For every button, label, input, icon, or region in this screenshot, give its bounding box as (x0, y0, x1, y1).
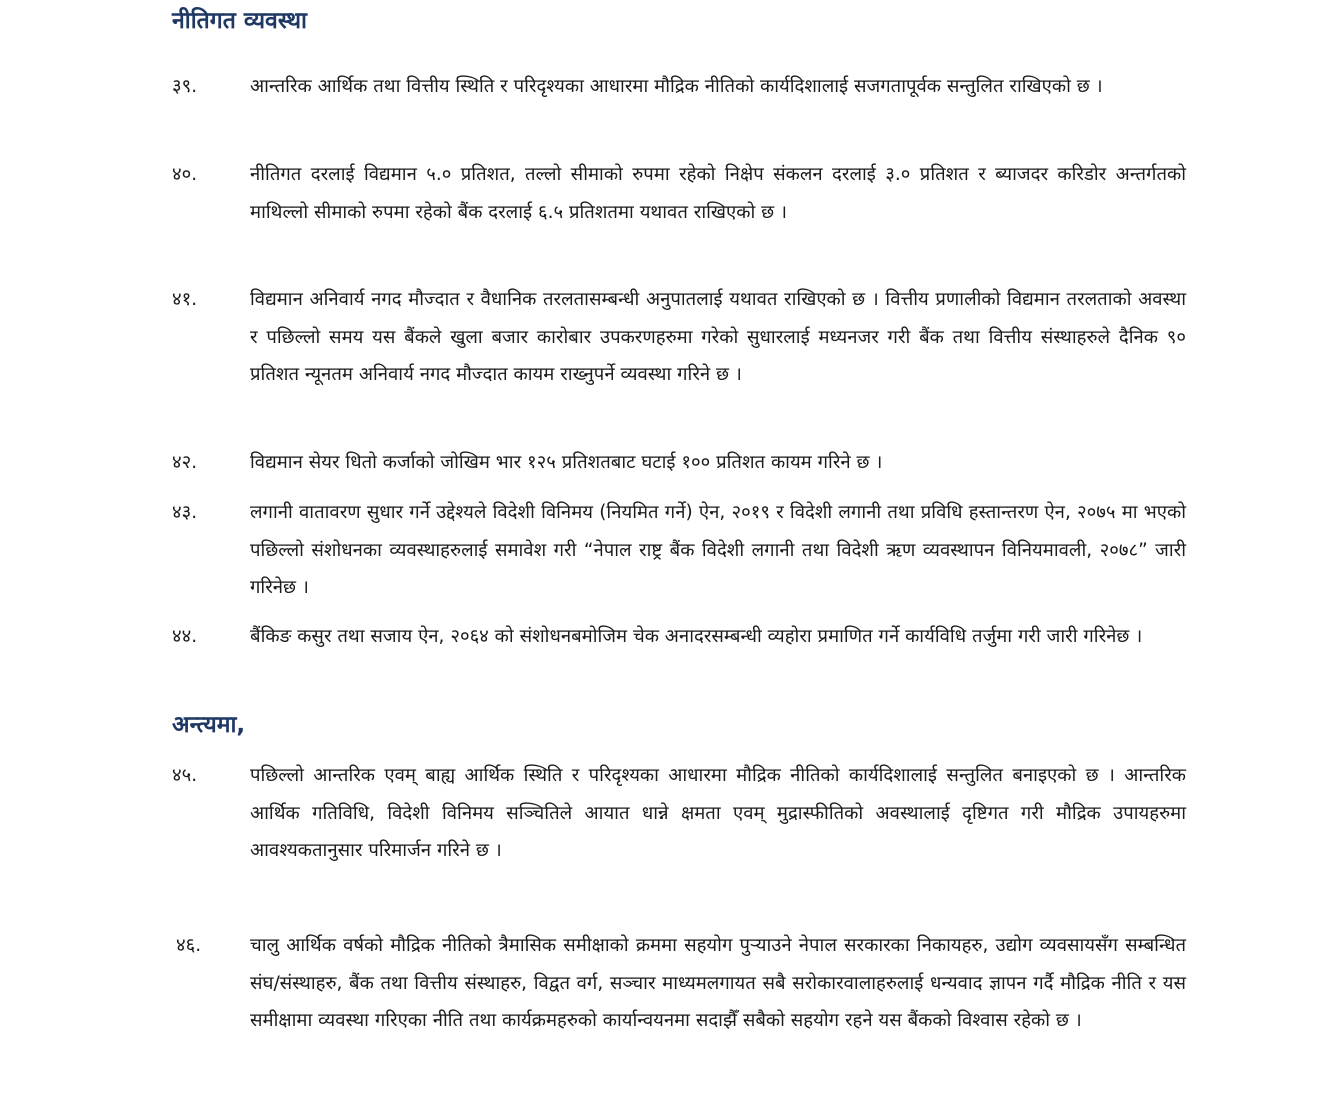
paragraph-number: ४५. (172, 765, 198, 786)
paragraph-text: चालु आर्थिक वर्षको मौद्रिक नीतिको त्रैमासिक समीक्षाको क्रममा सहयोग पुर्‍याउने नेपाल सरकारका निकायहरु, उद्योग व्यवसायसँग सम्बन्धित संघ/संस्थाहरु, बैंक तथा वित्तीय संस्थाहरु, विद्वत वर्ग, सञ्चार माध्यमलगायत सबै सरोकारवालाहरुलाई धन्यवाद ज्ञापन गर्दै मौद्रिक नीति र यस समीक्षामा व्यवस्था गरिएका नीति तथा कार्यक्रमहरुको कार्यान्वयनमा सदाझैँ सबैको सहयोग रहने यस बैंकको विश्वास रहेको छ । (250, 935, 1186, 1031)
paragraph-number: ४४. (172, 626, 198, 647)
paragraph-number: ४२. (172, 452, 198, 473)
paragraph-text: पछिल्लो आन्तरिक एवम् बाह्य आर्थिक स्थिति र परिदृश्यका आधारमा मौद्रिक नीतिको कार्यदिशालाई सन्तुलित बनाइएको छ । आन्तरिक आर्थिक गतिविधि, विदेशी विनिमय सञ्चितिले आयात धान्ने क्षमता एवम् मुद्रास्फीतिको अवस्थालाई दृष्टिगत गरी मौद्रिक उपायहरुमा आवश्यकतानुसार परिमार्जन गरिने छ । (250, 765, 1186, 861)
paragraph-number: ४६. (176, 935, 202, 956)
paragraph-number: ४३. (172, 502, 198, 523)
section-heading-conclusion: अन्त्यमा, (172, 712, 246, 738)
paragraph-text: विद्यमान अनिवार्य नगद मौज्दात र वैधानिक तरलतासम्बन्धी अनुपातलाई यथावत राखिएको छ । वित्तीय प्रणालीको विद्यमान तरलताको अवस्था र पछिल्लो समय यस बैंकले खुला बजार कारोबार उपकरणहरुमा गरेको सुधारलाई मध्यनजर गरी बैंक तथा वित्तीय संस्थाहरुले दैनिक ९० प्रतिशत न्यूनतम अनिवार्य नगद मौज्दात कायम राख्नुपर्ने व्यवस्था गरिने छ । (250, 289, 1186, 385)
paragraph-text: विद्यमान सेयर धितो कर्जाको जोखिम भार १२५ प्रतिशतबाट घटाई १०० प्रतिशत कायम गरिने छ । (250, 452, 883, 473)
paragraph-text: बैंकिङ कसुर तथा सजाय ऐन, २०६४ को संशोधनबमोजिम चेक अनादरसम्बन्धी व्यहोरा प्रमाणित गर्ने कार्यविधि तर्जुमा गरी जारी गरिनेछ । (250, 626, 1143, 647)
paragraph-number: ४१. (172, 289, 198, 310)
paragraph-text: लगानी वातावरण सुधार गर्ने उद्देश्यले विदेशी विनिमय (नियमित गर्ने) ऐन, २०१९ र विदेशी लगानी तथा प्रविधि हस्तान्तरण ऐन, २०७५ मा भएको पछिल्लो संशोधनका व्यवस्थाहरुलाई समावेश गरी “नेपाल राष्ट्र बैंक विदेशी लगानी तथा विदेशी ऋण व्यवस्थापन विनियमावली, २०७८” जारी गरिनेछ । (250, 502, 1186, 598)
paragraph-number: ३९. (172, 76, 198, 97)
paragraph-number: ४०. (172, 164, 198, 185)
paragraph-text: नीतिगत दरलाई विद्यमान ५.० प्रतिशत, तल्लो सीमाको रुपमा रहेको निक्षेप संकलन दरलाई ३.० प्रतिशत र ब्याजदर करिडोर अन्तर्गतको माथिल्लो सीमाको रुपमा रहेको बैंक दरलाई ६.५ प्रतिशतमा यथावत राखिएको छ । (250, 164, 1186, 223)
paragraph-text: आन्तरिक आर्थिक तथा वित्तीय स्थिति र परिदृश्यका आधारमा मौद्रिक नीतिको कार्यदिशालाई सजगतापूर्वक सन्तुलित राखिएको छ । (250, 76, 1103, 97)
section-heading-policy: नीतिगत व्यवस्था (172, 8, 307, 34)
